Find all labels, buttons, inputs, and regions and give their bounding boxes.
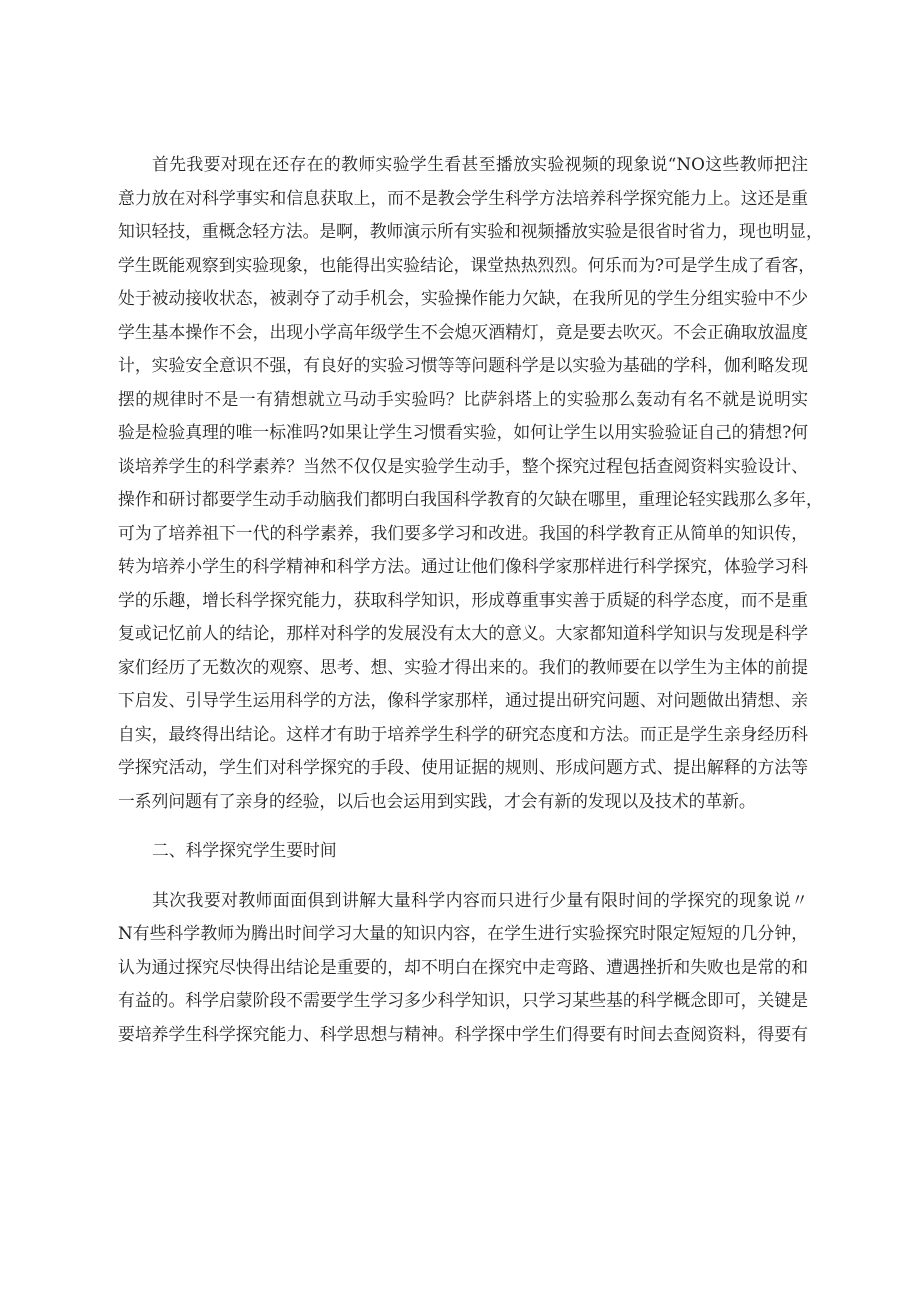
text-line: 一系列问题有了亲身的经验，以后也会运用到实践，才会有新的发现以及技术的革新。 [118,790,756,811]
text-line: 首先我要对现在还存在的教师实验学生看甚至播放实验视频的现象说“NO这些教师把注 [152,154,808,174]
paragraph-2 [118,884,808,1052]
section-heading: 二、科学探究学生要时间 [152,840,337,860]
text-line: 处于被动接收状态，被剥夺了动手机会，实验操作能力欠缺，在我所见的学生分组实验中不少 [118,288,808,308]
text-line: 有益的。科学启蒙阶段不需要学生学习多少科学知识，只学习某些基的科学概念即可，关键是 [118,990,808,1010]
text-line: N有些科学教师为腾出时间学习大量的知识内容，在学生进行实验探究时限定短短的几分钟， [118,923,808,943]
text-line: 谈培养学生的科学素养？当然不仅仅是实验学生动手，整个探究过程包括查阅资料实验设计、 [118,455,808,476]
text-line: 自实，最终得出结论。这样才有助于培养学生科学的研究态度和方法。而正是学生亲身经历科 [118,723,808,744]
text-line: 摆的规律时不是一有猜想就立马动手实验吗？比萨斜塔上的实验那么轰动有名不就是说明实 [118,388,808,409]
text-line: 家们经历了无数次的观察、思考、想、实验才得出来的。我们的教师要在以学生为主体的前提 [118,656,808,677]
text-line: 意力放在对科学事实和信息获取上，而不是教会学生科学方法培养科学探究能力上。这还是重 [118,187,808,208]
text-line: 复或记忆前人的结论，那样对科学的发展没有太大的意义。大家都知道科学知识与发现是科学 [118,623,808,643]
text-line: 认为通过探究尽快得出结论是重要的，却不明白在探究中走弯路、遭遇挫折和失败也是常的和 [118,956,808,977]
text-line: 其次我要对教师面面俱到讲解大量科学内容而只进行少量有限时间的学探究的现象说〃 [152,889,808,910]
text-line: 学探究活动，学生们对科学探究的手段、使用证据的规则、形成问题方式、提出解释的方法等 [118,757,808,777]
text-line: 操作和研讨都要学生动手动脑我们都明白我国科学教育的欠缺在哪里，重理论轻实践那么多年， [118,489,823,509]
text-line: 知识轻技，重概念轻方法。是啊，教师演示所有实验和视频播放实验是很省时省力，现也明显， [118,221,823,241]
paragraph-1 [118,148,823,818]
document-page [118,148,823,1067]
text-line: 计，实验安全意识不强，有良好的实验习惯等等问题科学是以实验为基础的学科，伽利略发现 [118,355,808,375]
text-line: 转为培养小学生的科学精神和科学方法。通过让他们像科学家那样进行科学探究，体验学习科 [118,556,808,576]
text-line: 学的乐趣，增长科学探究能力，获取科学知识，形成尊重事实善于质疑的科学态度，而不是重 [118,589,808,610]
text-line: 要培养学生科学探究能力、科学思想与精神。科学探中学生们得要有时间去查阅资料，得要有 [118,1023,808,1044]
text-line: 验是检验真理的唯一标准吗?如果让学生习惯看实验，如何让学生以用实验验证自己的猜想?何 [118,422,808,442]
text-line: 学生既能观察到实验现象，也能得出实验结论，课堂热热烈烈。何乐而为?可是学生成了看客， [118,254,816,275]
text-line: 学生基本操作不会，出现小学高年级学生不会熄灭酒精灯，竟是要去吹灭。不会正确取放温度 [118,321,808,342]
text-line: 可为了培养祖下一代的科学素养，我们要多学习和改进。我国的科学教育正从简单的知识传， [118,522,808,543]
text-line: 下启发、引导学生运用科学的方法，像科学家那样，通过提出研究问题、对问题做出猜想、亲 [118,690,808,710]
